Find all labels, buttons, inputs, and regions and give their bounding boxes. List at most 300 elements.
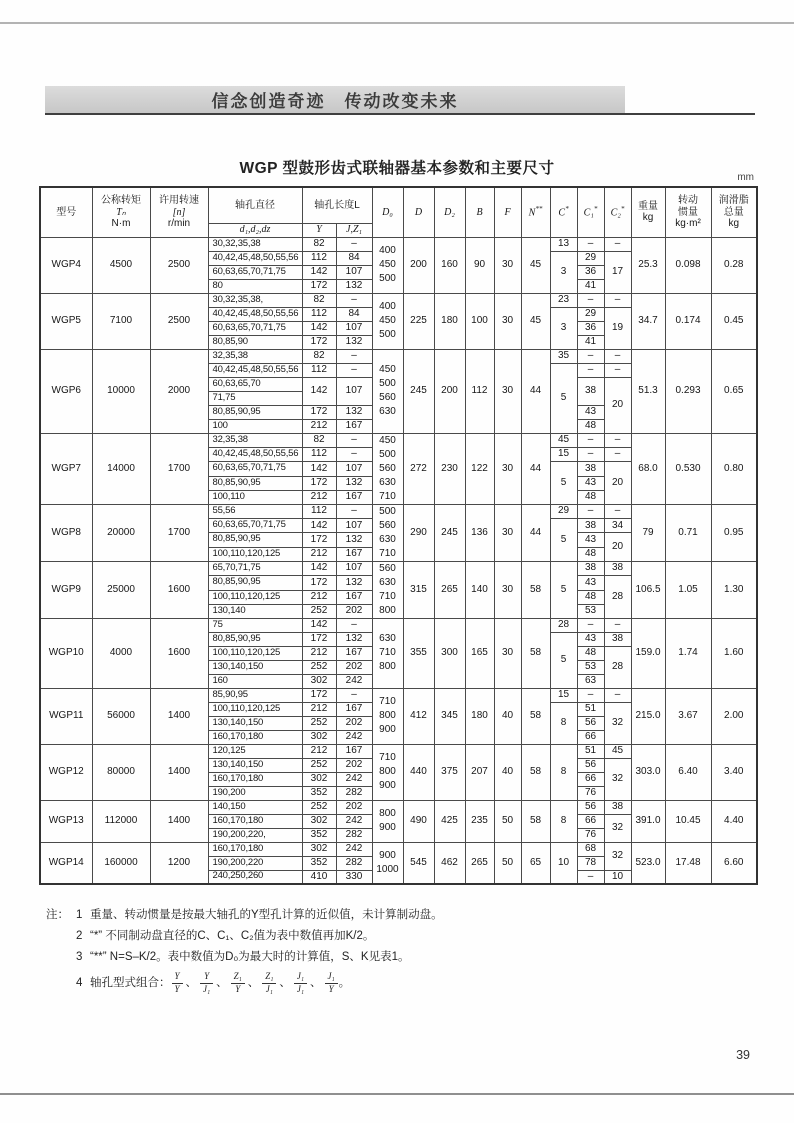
header-d2: D₂ [434, 187, 465, 237]
cell-length-jz: 167 [336, 744, 372, 758]
cell-length-jz: 242 [336, 814, 372, 828]
cell-length-y: 142 [302, 265, 336, 279]
d0-value: 500 [379, 329, 396, 340]
cell-F: 40 [494, 744, 521, 800]
cell-C1: – [577, 618, 604, 632]
cell-C2: 20 [604, 461, 631, 504]
cell-N: 45 [521, 293, 550, 349]
cell-d0 [372, 349, 403, 433]
cell-C1: 43 [577, 575, 604, 590]
cell-bore-diameters: 32,35,38 [208, 349, 302, 363]
cell-torque: 112000 [92, 800, 150, 842]
cell-length-y: 212 [302, 646, 336, 660]
cell-grease: 0.45 [711, 293, 757, 349]
cell-C1: – [577, 688, 604, 702]
d0-value: 500 [379, 273, 396, 284]
cell-F: 30 [494, 618, 521, 688]
cell-F: 50 [494, 800, 521, 842]
bore-combination-fraction [200, 971, 213, 995]
cell-D2: 300 [434, 618, 465, 688]
header-weight [631, 187, 665, 237]
cell-C1: – [577, 433, 604, 447]
cell-C1: 66 [577, 772, 604, 786]
cell-F: 30 [494, 349, 521, 433]
note-text: 轴孔型式组合： [90, 977, 171, 990]
cell-length-y: 172 [302, 476, 336, 490]
cell-inertia: 0.71 [665, 504, 711, 561]
cell-C1: 41 [577, 335, 604, 349]
d0-value: 800 [379, 766, 396, 777]
cell-C2: – [604, 349, 631, 363]
cell-C2: 28 [604, 646, 631, 688]
d0-value: 630 [379, 576, 396, 588]
cell-length-jz: 132 [336, 575, 372, 590]
cell-C: 3 [550, 307, 577, 349]
cell-length-jz: – [336, 433, 372, 447]
cell-length-y: 212 [302, 547, 336, 561]
cell-weight: 159.0 [631, 618, 665, 688]
table-row [40, 800, 757, 814]
cell-bore-diameters: 120,125 [208, 744, 302, 758]
header-bore-length: 轴孔长度L [302, 187, 372, 223]
cell-bore-diameters: 80 [208, 279, 302, 293]
header-bore-diameter-sub: d₁,d₂,dz [208, 223, 302, 237]
cell-bore-diameters: 80,85,90,95 [208, 405, 302, 419]
cell-inertia: 1.74 [665, 618, 711, 688]
cell-length-y: 352 [302, 856, 336, 870]
d0-value: 710 [379, 590, 396, 602]
cell-D2: 200 [434, 349, 465, 433]
cell-D2: 345 [434, 688, 465, 744]
cell-torque: 14000 [92, 433, 150, 504]
cell-C: 8 [550, 800, 577, 842]
cell-torque: 10000 [92, 349, 150, 433]
cell-inertia: 0.098 [665, 237, 711, 293]
cell-D: 545 [403, 842, 434, 884]
cell-length-jz: – [336, 293, 372, 307]
cell-bore-diameters: 100,110,120,125 [208, 547, 302, 561]
cell-speed: 1600 [150, 561, 208, 618]
cell-bore-diameters: 160,170,180 [208, 772, 302, 786]
d0-value: 400 [379, 301, 396, 312]
cell-D: 225 [403, 293, 434, 349]
note-text: “**” N=S–K/2。表中数值为D₀为最大时的计算值，S、K见表1。 [90, 950, 410, 963]
cell-torque: 160000 [92, 842, 150, 884]
cell-weight: 523.0 [631, 842, 665, 884]
cell-C: 5 [550, 632, 577, 688]
cell-bore-diameters: 130,140 [208, 604, 302, 618]
cell-N: 58 [521, 744, 550, 800]
cell-D: 440 [403, 744, 434, 800]
fraction-numerator: Z₁ [231, 971, 245, 984]
header-line: N·m [111, 218, 131, 229]
d0-value: 710 [379, 547, 396, 559]
cell-bore-diameters: 40,42,45,48,50,55,56 [208, 307, 302, 321]
cell-length-y: 142 [302, 561, 336, 575]
cell-bore-diameters: 100,110 [208, 490, 302, 504]
cell-d0 [372, 618, 403, 688]
cell-length-jz: 202 [336, 800, 372, 814]
cell-C1: 51 [577, 702, 604, 716]
d0-value: 560 [379, 519, 396, 531]
fraction-denominator: J₁ [296, 983, 305, 994]
d0-value: 800 [379, 710, 396, 721]
d0-value: 560 [379, 392, 396, 403]
cell-bore-diameters: 130,140,150 [208, 758, 302, 772]
cell-C: 8 [550, 744, 577, 800]
cell-D2: 375 [434, 744, 465, 800]
cell-length-jz: 242 [336, 842, 372, 856]
cell-length-y: 82 [302, 293, 336, 307]
cell-C1: 43 [577, 533, 604, 548]
cell-length-y: 142 [302, 321, 336, 335]
cell-C2: – [604, 293, 631, 307]
cell-length-jz: 202 [336, 660, 372, 674]
fraction-denominator: Y [235, 983, 241, 994]
cell-C2: – [604, 618, 631, 632]
cell-length-y: 352 [302, 828, 336, 842]
cell-grease: 1.60 [711, 618, 757, 688]
cell-length-jz: 167 [336, 419, 372, 433]
d0-value: 900 [379, 780, 396, 791]
cell-length-jz: 242 [336, 674, 372, 688]
fraction-numerator: Z₁ [262, 971, 276, 984]
cell-torque: 4000 [92, 618, 150, 688]
cell-N: 44 [521, 349, 550, 433]
slogan-text: 信念创造奇迹 传动改变未来 [211, 92, 459, 111]
cell-N: 58 [521, 618, 550, 688]
cell-length-jz: – [336, 618, 372, 632]
cell-model: WGP7 [40, 433, 92, 504]
cell-length-y: 252 [302, 800, 336, 814]
cell-C: 13 [550, 237, 577, 251]
cell-length-y: 302 [302, 730, 336, 744]
d0-value: 710 [379, 647, 396, 658]
cell-bore-diameters: 80,85,90,95 [208, 575, 302, 590]
cell-C1: – [577, 293, 604, 307]
d0-value: 560 [379, 462, 396, 474]
cell-length-y: 212 [302, 419, 336, 433]
cell-inertia: 0.174 [665, 293, 711, 349]
cell-C: 15 [550, 688, 577, 702]
header-line: kg [642, 212, 654, 224]
cell-grease: 4.40 [711, 800, 757, 842]
d0-value: 500 [379, 378, 396, 389]
cell-C2: 45 [604, 744, 631, 758]
header-c: C* [550, 187, 577, 237]
header-len-jz: J,Z₁ [336, 223, 372, 237]
d0-value: 800 [379, 808, 396, 819]
cell-C: 23 [550, 293, 577, 307]
cell-B: 122 [465, 433, 494, 504]
cell-grease: 2.00 [711, 688, 757, 744]
cell-C2: – [604, 688, 631, 702]
cell-length-y: 112 [302, 504, 336, 518]
fraction-denominator: Y [174, 983, 180, 994]
d0-value: 710 [379, 696, 396, 707]
cell-B: 207 [465, 744, 494, 800]
cell-torque: 25000 [92, 561, 150, 618]
cell-D2: 180 [434, 293, 465, 349]
cell-N: 65 [521, 842, 550, 884]
cell-C2: – [604, 504, 631, 518]
cell-length-jz: 132 [336, 405, 372, 419]
cell-length-y: 302 [302, 842, 336, 856]
cell-speed: 1700 [150, 433, 208, 504]
header-torque [92, 187, 150, 237]
unit-label: mm [737, 172, 754, 183]
cell-length-jz: 167 [336, 590, 372, 604]
cell-torque: 7100 [92, 293, 150, 349]
cell-C1: – [577, 349, 604, 363]
cell-length-y: 112 [302, 363, 336, 377]
cell-C1: 48 [577, 419, 604, 433]
cell-weight: 25.3 [631, 237, 665, 293]
cell-length-y: 252 [302, 758, 336, 772]
cell-C1: – [577, 447, 604, 461]
header-c2: C₂* [604, 187, 631, 237]
table-row [40, 561, 757, 575]
cell-length-jz: 132 [336, 533, 372, 548]
cell-C1: 48 [577, 646, 604, 660]
cell-model: WGP5 [40, 293, 92, 349]
table-row [40, 237, 757, 251]
header-line: 许用转速 [159, 195, 199, 206]
cell-length-y: 352 [302, 786, 336, 800]
d0-value: 900 [379, 822, 396, 833]
table-body [40, 237, 757, 884]
cell-D2: 265 [434, 561, 465, 618]
fraction-numerator: J₁ [325, 971, 338, 984]
cell-d0 [372, 237, 403, 293]
cell-C1: 53 [577, 604, 604, 618]
fraction-separator: 、 [185, 977, 198, 990]
cell-inertia: 1.05 [665, 561, 711, 618]
cell-C1: 38 [577, 518, 604, 533]
header-bore-diameter: 轴孔直径 [208, 187, 302, 223]
cell-bore-diameters: 30,32,35,38 [208, 237, 302, 251]
d0-value: 560 [379, 562, 396, 574]
cell-length-jz: 202 [336, 604, 372, 618]
d0-value: 630 [379, 406, 396, 417]
cell-length-y: 142 [302, 377, 336, 405]
cell-model: WGP9 [40, 561, 92, 618]
cell-C1: 56 [577, 758, 604, 772]
d0-value: 450 [379, 434, 396, 446]
cell-D2: 245 [434, 504, 465, 561]
cell-speed: 1400 [150, 688, 208, 744]
cell-bore-diameters: 190,200,220, [208, 828, 302, 842]
cell-bore-diameters: 60,63,65,70,71,75 [208, 461, 302, 476]
cell-length-jz: 330 [336, 870, 372, 884]
cell-length-jz: 107 [336, 265, 372, 279]
cell-grease: 0.95 [711, 504, 757, 561]
cell-length-y: 302 [302, 814, 336, 828]
cell-weight: 106.5 [631, 561, 665, 618]
cell-C1: 76 [577, 786, 604, 800]
cell-C1: 63 [577, 674, 604, 688]
cell-grease: 3.40 [711, 744, 757, 800]
cell-model: WGP8 [40, 504, 92, 561]
cell-C2: – [604, 237, 631, 251]
cell-inertia: 0.293 [665, 349, 711, 433]
cell-C: 10 [550, 842, 577, 884]
cell-F: 30 [494, 237, 521, 293]
note-line [46, 908, 746, 923]
cell-N: 44 [521, 504, 550, 561]
cell-inertia: 17.48 [665, 842, 711, 884]
header-line: 公称转矩 [101, 195, 141, 206]
cell-length-jz: 84 [336, 251, 372, 265]
cell-length-jz: 107 [336, 461, 372, 476]
fraction-numerator: J₁ [294, 971, 307, 984]
note-suffix: 。 [338, 977, 351, 990]
cell-length-jz: 107 [336, 518, 372, 533]
header-inertia [665, 187, 711, 237]
fraction-separator: 、 [247, 977, 260, 990]
cell-d0 [372, 800, 403, 842]
cell-model: WGP10 [40, 618, 92, 688]
cell-C1: 38 [577, 377, 604, 405]
cell-F: 30 [494, 433, 521, 504]
note-number: 4 [76, 977, 83, 990]
cell-d0 [372, 842, 403, 884]
cell-D: 355 [403, 618, 434, 688]
asterisk-marker: ** [535, 205, 543, 214]
fraction-numerator: Y [200, 971, 213, 984]
cell-C: 8 [550, 702, 577, 744]
cell-bore-diameters: 55,56 [208, 504, 302, 518]
asterisk-marker: * [593, 205, 598, 214]
cell-C: 5 [550, 363, 577, 433]
cell-d0 [372, 744, 403, 800]
cell-C1: 38 [577, 461, 604, 476]
cell-C1: 68 [577, 842, 604, 856]
header-line: r/min [167, 218, 191, 229]
cell-length-y: 112 [302, 307, 336, 321]
cell-C1: 53 [577, 660, 604, 674]
header-len-y: Y [302, 223, 336, 237]
cell-length-jz: 132 [336, 335, 372, 349]
cell-bore-diameters: 60,63,65,70 [208, 377, 302, 391]
cell-length-y: 252 [302, 716, 336, 730]
d0-value: 710 [379, 490, 396, 502]
cell-bore-diameters: 71,75 [208, 391, 302, 405]
cell-C1: 43 [577, 405, 604, 419]
bottom-divider [0, 1093, 794, 1095]
cell-bore-diameters: 160,170,180 [208, 842, 302, 856]
cell-bore-diameters: 60,63,65,70,71,75 [208, 518, 302, 533]
cell-C: 29 [550, 504, 577, 518]
cell-C1: 66 [577, 730, 604, 744]
cell-bore-diameters: 30,32,35,38, [208, 293, 302, 307]
banner-divider [45, 113, 755, 115]
cell-C2: – [604, 447, 631, 461]
d0-value: 800 [379, 661, 396, 672]
header-c1: C₁* [577, 187, 604, 237]
table-row [40, 618, 757, 632]
cell-speed: 2000 [150, 349, 208, 433]
cell-C2: 38 [604, 561, 631, 575]
cell-length-y: 252 [302, 660, 336, 674]
d0-value: 1000 [376, 863, 399, 875]
cell-length-jz: 84 [336, 307, 372, 321]
cell-speed: 1200 [150, 842, 208, 884]
cell-bore-diameters: 80,85,90 [208, 335, 302, 349]
fraction-denominator: J₁ [265, 983, 273, 994]
cell-length-jz: 202 [336, 758, 372, 772]
cell-length-y: 212 [302, 590, 336, 604]
cell-d0 [372, 561, 403, 618]
cell-D: 290 [403, 504, 434, 561]
cell-B: 136 [465, 504, 494, 561]
cell-weight: 303.0 [631, 744, 665, 800]
cell-length-jz: 167 [336, 702, 372, 716]
cell-grease: 6.60 [711, 842, 757, 884]
cell-C1: 48 [577, 547, 604, 561]
header-line: 总量 [723, 206, 744, 218]
note-line [46, 950, 746, 965]
cell-D2: 462 [434, 842, 465, 884]
cell-C1: 48 [577, 590, 604, 604]
cell-C: 28 [550, 618, 577, 632]
cell-bore-diameters: 160,170,180 [208, 814, 302, 828]
cell-bore-diameters: 100 [208, 419, 302, 433]
fraction-denominator: J₁ [203, 983, 211, 994]
top-divider [0, 22, 794, 24]
cell-bore-diameters: 80,85,90,95 [208, 632, 302, 646]
cell-bore-diameters: 32,35,38 [208, 433, 302, 447]
cell-length-y: 302 [302, 772, 336, 786]
cell-length-jz: – [336, 363, 372, 377]
cell-d0 [372, 433, 403, 504]
d0-value: 710 [379, 752, 396, 763]
cell-C1: 56 [577, 716, 604, 730]
cell-D: 272 [403, 433, 434, 504]
header-n: N** [521, 187, 550, 237]
d0-value: 630 [379, 633, 396, 644]
cell-B: 140 [465, 561, 494, 618]
cell-length-jz: 282 [336, 856, 372, 870]
cell-C: 3 [550, 251, 577, 293]
cell-N: 45 [521, 237, 550, 293]
cell-inertia: 0.530 [665, 433, 711, 504]
cell-D: 245 [403, 349, 434, 433]
cell-bore-diameters: 85,90,95 [208, 688, 302, 702]
table-row [40, 842, 757, 856]
note-line [46, 929, 746, 944]
cell-length-y: 112 [302, 447, 336, 461]
d0-value: 450 [379, 315, 396, 326]
cell-C2: 20 [604, 377, 631, 433]
d0-value: 900 [379, 724, 396, 735]
cell-D2: 160 [434, 237, 465, 293]
note-text: 重量、转动惯量是按最大轴孔的Y型孔计算的近似值，未计算制动盘。 [90, 909, 443, 921]
cell-B: 90 [465, 237, 494, 293]
cell-length-jz: 282 [336, 786, 372, 800]
cell-D: 315 [403, 561, 434, 618]
d0-value: 500 [379, 505, 396, 517]
cell-F: 50 [494, 842, 521, 884]
d0-value: 630 [379, 533, 396, 545]
cell-D2: 425 [434, 800, 465, 842]
cell-bore-diameters: 130,140,150 [208, 716, 302, 730]
cell-length-y: 142 [302, 518, 336, 533]
cell-F: 40 [494, 688, 521, 744]
cell-d0 [372, 293, 403, 349]
cell-C1: 29 [577, 251, 604, 265]
cell-length-y: 172 [302, 335, 336, 349]
